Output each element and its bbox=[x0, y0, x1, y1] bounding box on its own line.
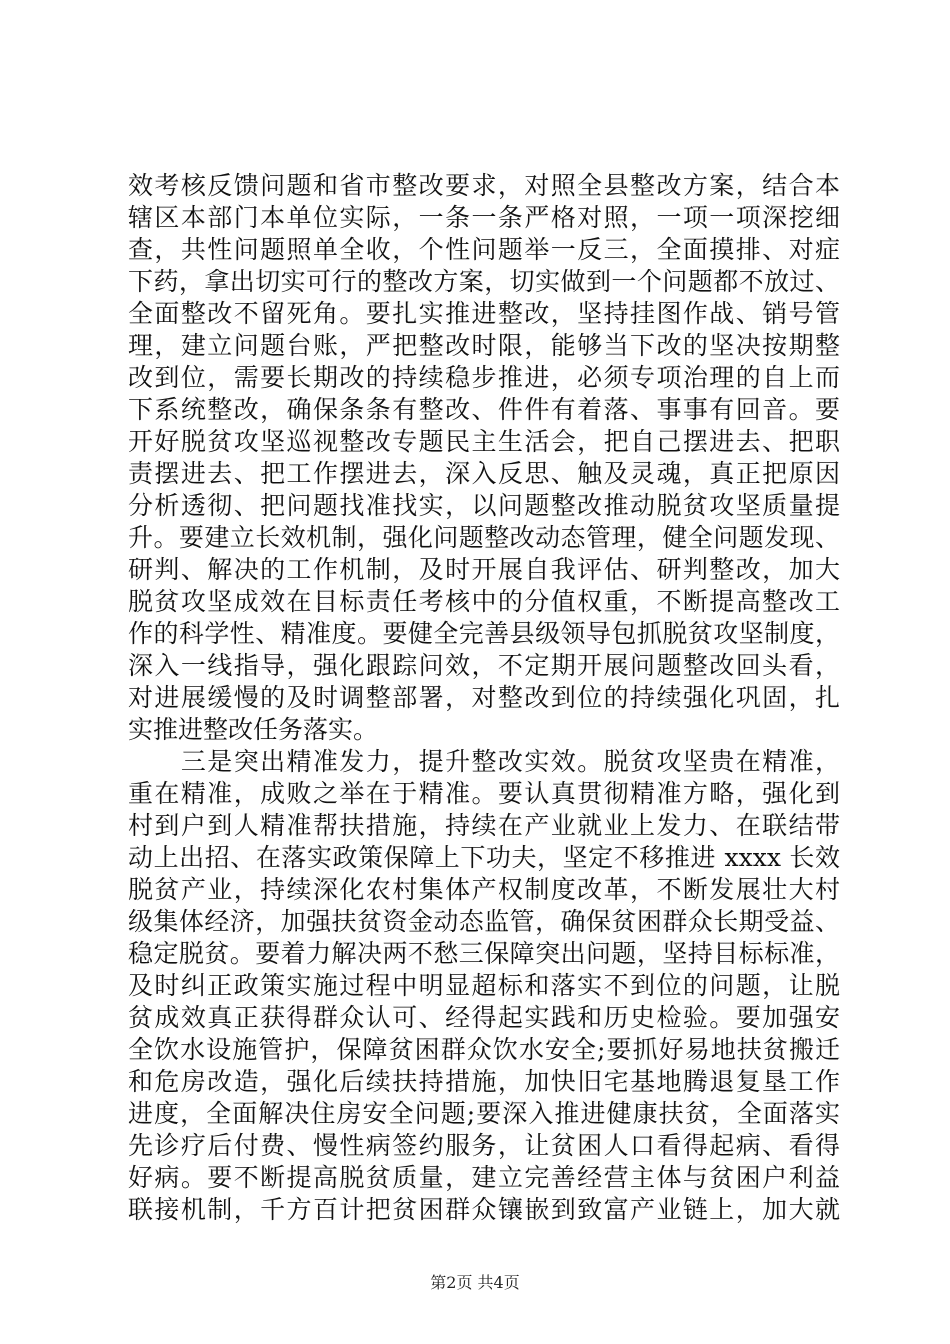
text-line: 贫成效真正获得群众认可、经得起实践和历史检验。要加强安 bbox=[128, 1003, 840, 1032]
text-line: 改到位，需要长期改的持续稳步推进，必须专项治理的自上而 bbox=[128, 363, 840, 392]
text-line: 责摆进去、把工作摆进去，深入反思、触及灵魂，真正把原因 bbox=[128, 459, 840, 488]
text-line: 查，共性问题照单全收，个性问题举一反三，全面摸排、对症 bbox=[128, 235, 840, 264]
text-line: 深入一线指导，强化跟踪问效，不定期开展问题整改回头看， bbox=[128, 651, 840, 680]
text-line: 进度，全面解决住房安全问题;要深入推进健康扶贫，全面落实 bbox=[128, 1099, 840, 1128]
text-line: 全面整改不留死角。要扎实推进整改，坚持挂图作战、销号管 bbox=[128, 299, 840, 328]
page-footer: 第2页 共4页 bbox=[430, 1273, 520, 1292]
text-line: 实推进整改任务落实。 bbox=[128, 715, 379, 744]
text-line: 及时纠正政策实施过程中明显超标和落实不到位的问题，让脱 bbox=[128, 971, 840, 1000]
text-line: 动上出招、在落实政策保障上下功夫，坚定不移推进 xxxx 长效 bbox=[128, 843, 840, 872]
text-line: 对进展缓慢的及时调整部署，对整改到位的持续强化巩固，扎 bbox=[128, 683, 840, 712]
text-line: 开好脱贫攻坚巡视整改专题民主生活会，把自己摆进去、把职 bbox=[128, 427, 840, 456]
text-line: 先诊疗后付费、慢性病签约服务，让贫困人口看得起病、看得 bbox=[128, 1131, 840, 1160]
text-line: 级集体经济，加强扶贫资金动态监管，确保贫困群众长期受益、 bbox=[128, 907, 840, 936]
text-line: 村到户到人精准帮扶措施，持续在产业就业上发力、在联结带 bbox=[128, 811, 840, 840]
text-line: 和危房改造，强化后续扶持措施，加快旧宅基地腾退复垦工作 bbox=[128, 1067, 840, 1096]
text-line: 研判、解决的工作机制，及时开展自我评估、研判整改，加大 bbox=[128, 555, 840, 584]
text-line: 全饮水设施管护，保障贫困群众饮水安全;要抓好易地扶贫搬迁 bbox=[128, 1035, 840, 1064]
text-line: 重在精准，成败之举在于精准。要认真贯彻精准方略，强化到 bbox=[128, 779, 840, 808]
text-line: 效考核反馈问题和省市整改要求，对照全县整改方案，结合本 bbox=[128, 171, 840, 200]
text-line: 三是突出精准发力，提升整改实效。脱贫攻坚贵在精准， bbox=[128, 747, 840, 776]
text-line: 分析透彻、把问题找准找实，以问题整改推动脱贫攻坚质量提 bbox=[128, 491, 840, 520]
text-line: 作的科学性、精准度。要健全完善县级领导包抓脱贫攻坚制度， bbox=[128, 619, 840, 648]
text-line: 理，建立问题台账，严把整改时限，能够当下改的坚决按期整 bbox=[128, 331, 840, 360]
text-line: 稳定脱贫。要着力解决两不愁三保障突出问题，坚持目标标准， bbox=[128, 939, 840, 968]
text-line: 联接机制，千方百计把贫困群众镶嵌到致富产业链上，加大就 bbox=[128, 1195, 840, 1224]
text-line: 升。要建立长效机制，强化问题整改动态管理，健全问题发现、 bbox=[128, 523, 840, 552]
text-line: 辖区本部门本单位实际，一条一条严格对照，一项一项深挖细 bbox=[128, 203, 840, 232]
text-line: 好病。要不断提高脱贫质量，建立完善经营主体与贫困户利益 bbox=[128, 1163, 840, 1192]
text-line: 下药，拿出切实可行的整改方案，切实做到一个问题都不放过、 bbox=[128, 267, 840, 296]
text-line: 脱贫产业，持续深化农村集体产权制度改革，不断发展壮大村 bbox=[128, 875, 840, 904]
body-text bbox=[128, 170, 840, 1226]
text-line: 下系统整改，确保条条有整改、件件有着落、事事有回音。要 bbox=[128, 395, 840, 424]
text-line: 脱贫攻坚成效在目标责任考核中的分值权重，不断提高整改工 bbox=[128, 587, 840, 616]
